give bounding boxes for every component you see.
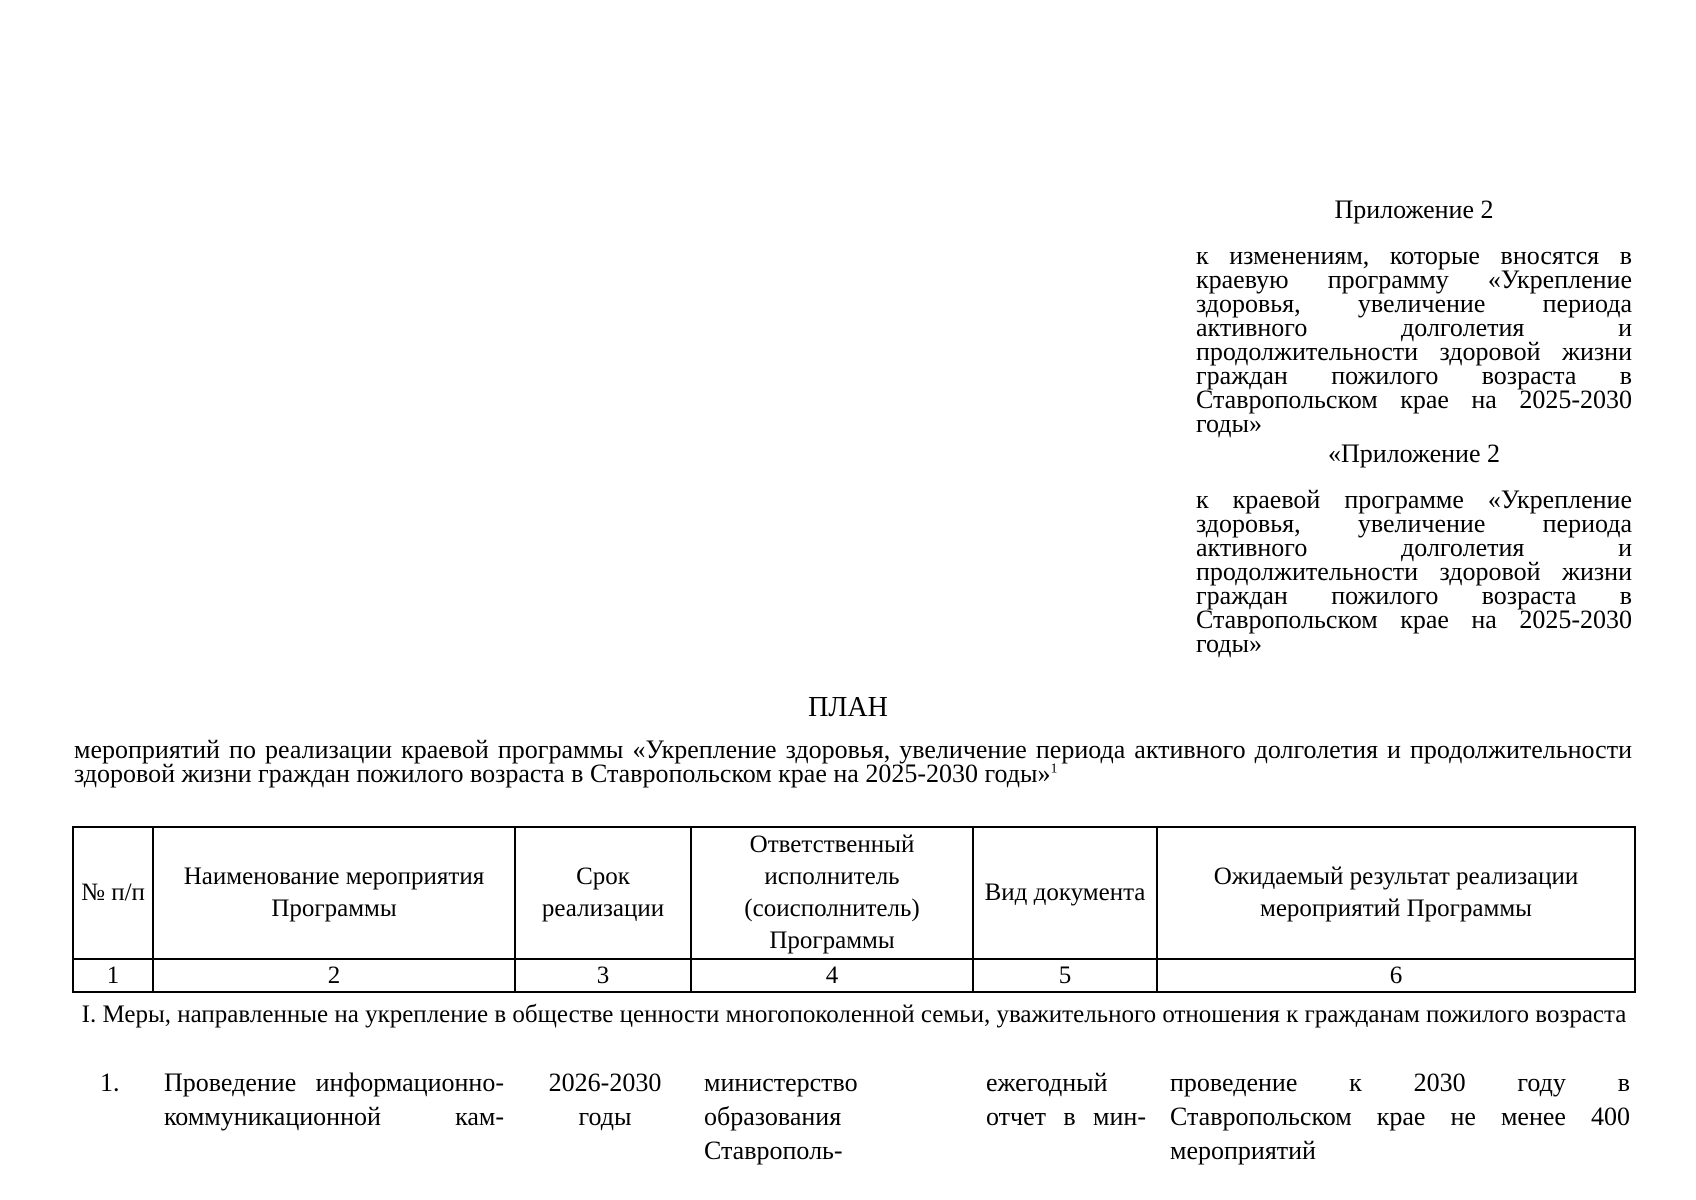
plan-subtitle-text: мероприятий по реализации краевой программы «Укрепление здоровья, увеличение периода активного долголетия и продолжительности здоровой жизни граждан пожилого возраста в Ставропольском крае на 2025-2030 годы» — [74, 735, 1632, 788]
appendix-1-title: Приложение 2 — [1334, 195, 1494, 224]
column-number: 1 — [73, 959, 153, 992]
column-number: 4 — [691, 959, 973, 992]
plan-subtitle — [74, 735, 1632, 788]
section-title: I. Меры, направленные на укрепление в обществе ценности многопоколенной семьи, уважительного отношения к гражданам пожилого возраста — [81, 1001, 1627, 1028]
header-responsible: Ответственный исполнитель (соисполнитель) Программы — [691, 827, 973, 959]
appendix-2-title: «Приложение 2 — [1327, 439, 1501, 468]
row-doc-type: ежегодный отчет в мин- — [986, 1068, 1146, 1131]
header-expected-result: Ожидаемый результат реализации мероприятий Программы — [1157, 827, 1635, 959]
appendix-2 — [1196, 440, 1632, 656]
header-term: Срок реализации — [515, 827, 691, 959]
column-number: 2 — [153, 959, 515, 992]
plan-table-header — [72, 826, 1636, 993]
header-doc-type: Вид документа — [973, 827, 1157, 959]
appendix-1-text: к изменениям, которые вносятся в краевую программу «Укрепление здоровья, увеличение периода активного долголетия и продолжительности здоровой жизни граждан пожилого возраста в Ставропольском крае на 2025-2030 годы» — [1196, 241, 1632, 438]
column-number-row — [73, 959, 1635, 992]
row-number: 1. — [100, 1068, 120, 1097]
column-number: 5 — [973, 959, 1157, 992]
column-number: 6 — [1157, 959, 1635, 992]
plan-title: ПЛАН — [808, 692, 888, 723]
appendix-1 — [1196, 196, 1632, 436]
row-expected-result: проведение к 2030 году в Ставропольском крае не менее 400 мероприятий — [1170, 1068, 1630, 1165]
row-responsible: министерство образования Ставрополь- — [704, 1068, 858, 1165]
header-number: № п/п — [73, 827, 153, 959]
column-number: 3 — [515, 959, 691, 992]
row-event-name: Проведение информационно-коммуникационной кам- — [164, 1068, 504, 1131]
table-header-row — [73, 827, 1635, 959]
header-event-name: Наименование мероприятия Программы — [153, 827, 515, 959]
row-term: 2026-2030 годы — [548, 1068, 662, 1131]
appendix-2-text: к краевой программе «Укрепление здоровья, увеличение периода активного долголетия и продолжительности здоровой жизни граждан пожилого возраста в Ставропольском крае на 2025-2030 годы» — [1196, 485, 1632, 658]
footnote-mark: 1 — [1050, 761, 1058, 777]
